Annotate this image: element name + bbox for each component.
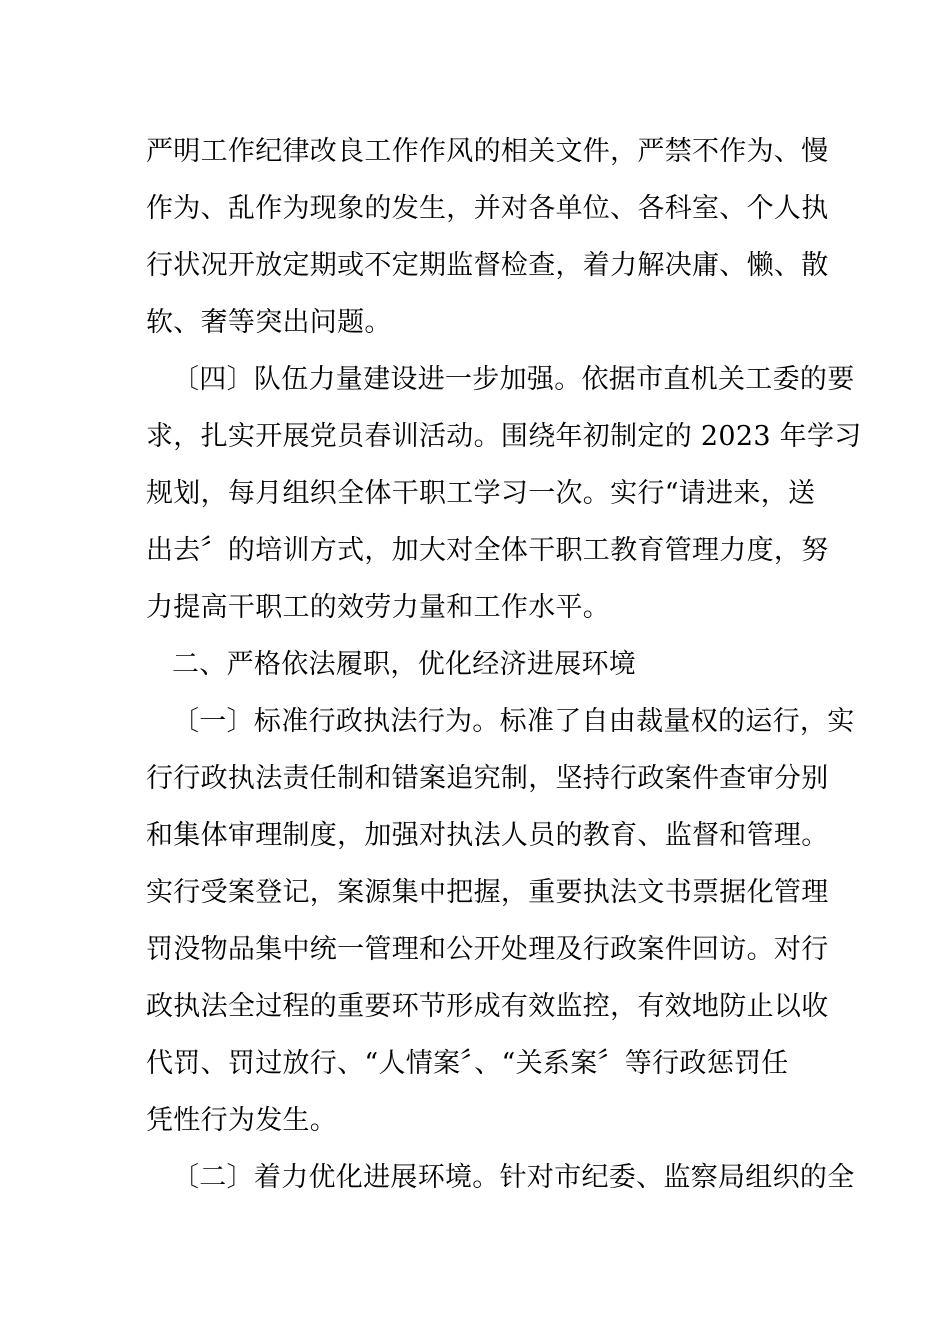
paragraph-line: 求，扎实开展党员春训活动。围绕年初制定的 2023 年学习 xyxy=(146,421,862,452)
paragraph-line: 行状况开放定期或不定期监督检查，着力解决庸、懒、散 xyxy=(146,250,829,281)
paragraph-line: 罚没物品集中统一管理和公开处理及行政案件回访。对行 xyxy=(146,934,829,965)
paragraph-line: 〔四〕队伍力量建设进一步加强。依据市直机关工委的要 xyxy=(172,364,855,395)
paragraph-line: 行行政执法责任制和错案追究制，坚持行政案件查审分别 xyxy=(146,763,829,794)
paragraph-line: 实行受案登记，案源集中把握，重要执法文书票据化管理 xyxy=(146,877,829,908)
paragraph-line: 代罚、罚过放行、“人情案〞、“关系案〞等行政惩罚任 xyxy=(146,1048,789,1079)
paragraph-line: 凭性行为发生。 xyxy=(146,1105,338,1136)
paragraph-line: 严明工作纪律改良工作作风的相关文件，严禁不作为、慢 xyxy=(146,136,829,167)
paragraph-line: 和集体审理制度，加强对执法人员的教育、监督和管理。 xyxy=(146,820,829,851)
paragraph-line: 软、奢等突出问题。 xyxy=(146,307,392,338)
paragraph-line: 力提高干职工的效劳力量和工作水平。 xyxy=(146,592,611,623)
paragraph-line: 〔一〕标准行政执法行为。标准了自由裁量权的运行，实 xyxy=(172,706,855,737)
paragraph-line: 政执法全过程的重要环节形成有效监控，有效地防止以收 xyxy=(146,991,829,1022)
paragraph-line: 规划，每月组织全体干职工学习一次。实行“请进来，送 xyxy=(146,478,816,509)
paragraph-line: 〔二〕着力优化进展环境。针对市纪委、监察局组织的全 xyxy=(172,1162,855,1193)
paragraph-line: 出去〞的培训方式，加大对全体干职工教育管理力度，努 xyxy=(146,535,829,566)
paragraph-line: 作为、乱作为现象的发生，并对各单位、各科室、个人执 xyxy=(146,193,829,224)
section-heading: 二、严格依法履职，优化经济进展环境 xyxy=(172,649,637,680)
